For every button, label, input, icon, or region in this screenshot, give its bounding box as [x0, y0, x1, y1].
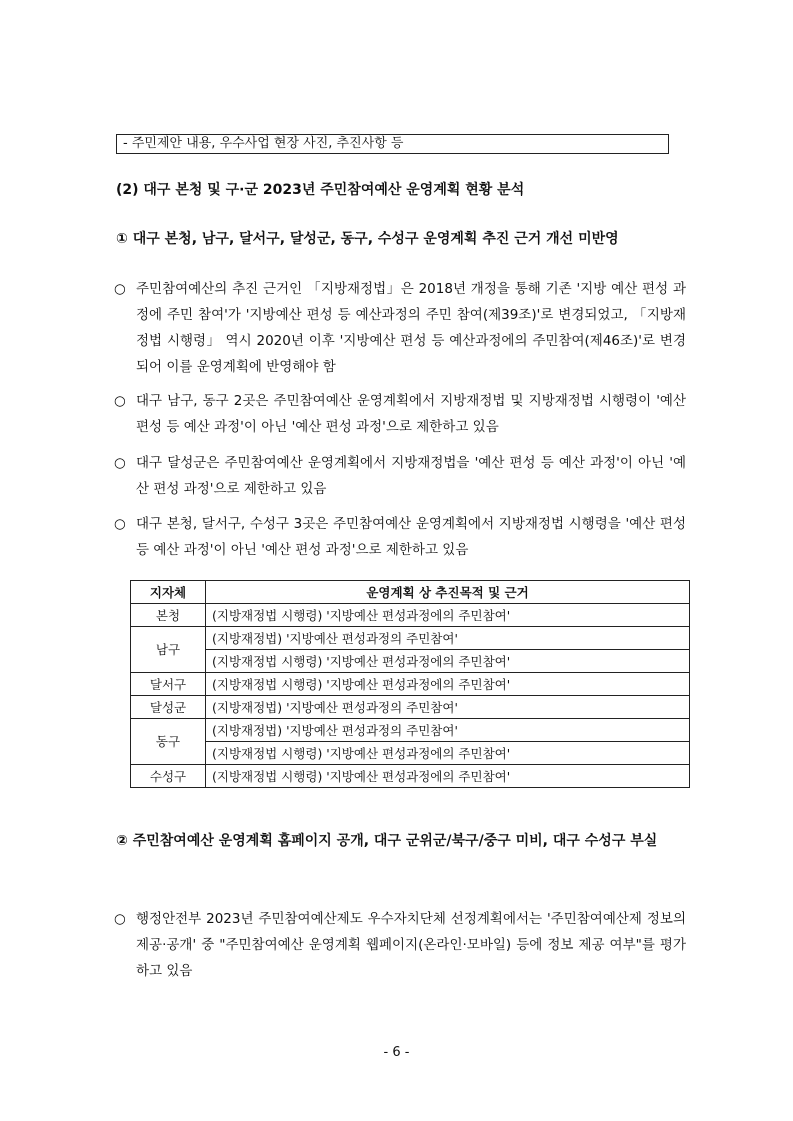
table-header-row [131, 581, 690, 604]
bullet-text: 대구 달성군은 주민참여예산 운영계획에서 지방재정법을 '예산 편성 등 예산 과정'이 아닌 '예산 편성 과정'으로 제한하고 있음 [136, 455, 686, 497]
bullet-paragraph [114, 388, 686, 440]
summary-box-text: - 주민제안 내용, 우수사업 현장 사진, 추진사항 등 [123, 136, 404, 151]
bullet-mark: ○ [114, 281, 126, 297]
bullet-text: 행정안전부 2023년 주민참여예산제도 우수자치단체 선정계획에서는 '주민참여예산제 정보의 제공·공개' 중 "주민참여예산 운영계획 웹페이지(온라인·모바일) 등에 정보 제공 여부"를 평가하고 있음 [136, 911, 686, 979]
table-cell-region: 달성군 [131, 696, 206, 719]
subsection-title-2: ② 주민참여예산 운영계획 홈페이지 공개, 대구 군위군/북구/중구 미비, 대구 수성구 부실 [116, 833, 658, 849]
subsection-title-1: ① 대구 본청, 남구, 달서구, 달성군, 동구, 수성구 운영계획 추진 근거 개선 미반영 [116, 231, 619, 247]
table-row [131, 696, 690, 719]
table-cell-basis: (지방재정법 시행령) '지방예산 편성과정에의 주민참여' [206, 673, 690, 696]
bullet-text: 대구 본청, 달서구, 수성구 3곳은 주민참여예산 운영계획에서 지방재정법 시행령을 '예산 편성 등 예산 과정'이 아닌 '예산 편성 과정'으로 제한하고 있음 [136, 516, 686, 558]
table-header-region: 지자체 [131, 581, 206, 604]
table-row [131, 650, 690, 673]
table-header-basis: 운영계획 상 추진목적 및 근거 [206, 581, 690, 604]
table-row [131, 742, 690, 765]
bullet-mark: ○ [114, 393, 126, 409]
table-cell-region: 남구 [131, 627, 206, 673]
legal-basis-table [130, 580, 690, 788]
section-title: (2) 대구 본청 및 구·군 2023년 주민참여예산 운영계획 현황 분석 [116, 182, 525, 198]
bullet-text: 대구 남구, 동구 2곳은 주민참여예산 운영계획에서 지방재정법 및 지방재정법 시행령이 '예산 편성 등 예산 과정'이 아닌 '예산 편성 과정'으로 제한하고 있음 [136, 393, 686, 435]
table-row [131, 627, 690, 650]
table-cell-basis: (지방재정법) '지방예산 편성과정의 주민참여' [206, 696, 690, 719]
bullet-mark: ○ [114, 516, 126, 532]
table-cell-region: 달서구 [131, 673, 206, 696]
table-cell-region: 동구 [131, 719, 206, 765]
table-cell-basis: (지방재정법 시행령) '지방예산 편성과정에의 주민참여' [206, 650, 690, 673]
bullet-paragraph [114, 906, 686, 984]
summary-box [116, 134, 669, 154]
bullet-paragraph [114, 511, 686, 563]
table-row [131, 765, 690, 788]
bullet-mark: ○ [114, 455, 126, 471]
bullet-paragraph [114, 450, 686, 502]
table-cell-basis: (지방재정법) '지방예산 편성과정의 주민참여' [206, 627, 690, 650]
table-cell-region: 본청 [131, 604, 206, 627]
table-cell-region: 수성구 [131, 765, 206, 788]
table-row [131, 719, 690, 742]
bullet-text: 주민참여예산의 추진 근거인 「지방재정법」은 2018년 개정을 통해 기존 '지방 예산 편성 과정에 주민 참여'가 '지방예산 편성 등 예산과정의 주민 참여(제39조)'로 변경되었고, 「지방재정법 시행령」 역시 2020년 이후 '지방예산 편성 등 예산과정에의 주민참여(제46조)'로 변경되어 이를 운영계획에 반영해야 함 [136, 281, 686, 375]
table-cell-basis: (지방재정법) '지방예산 편성과정의 주민참여' [206, 719, 690, 742]
table-cell-basis: (지방재정법 시행령) '지방예산 편성과정에의 주민참여' [206, 604, 690, 627]
bullet-mark: ○ [114, 911, 126, 927]
bullet-paragraph [114, 276, 686, 380]
table-row [131, 673, 690, 696]
table-cell-basis: (지방재정법 시행령) '지방예산 편성과정에의 주민참여' [206, 742, 690, 765]
page-number: - 6 - [383, 1045, 410, 1060]
table-cell-basis: (지방재정법 시행령) '지방예산 편성과정에의 주민참여' [206, 765, 690, 788]
table-row [131, 604, 690, 627]
